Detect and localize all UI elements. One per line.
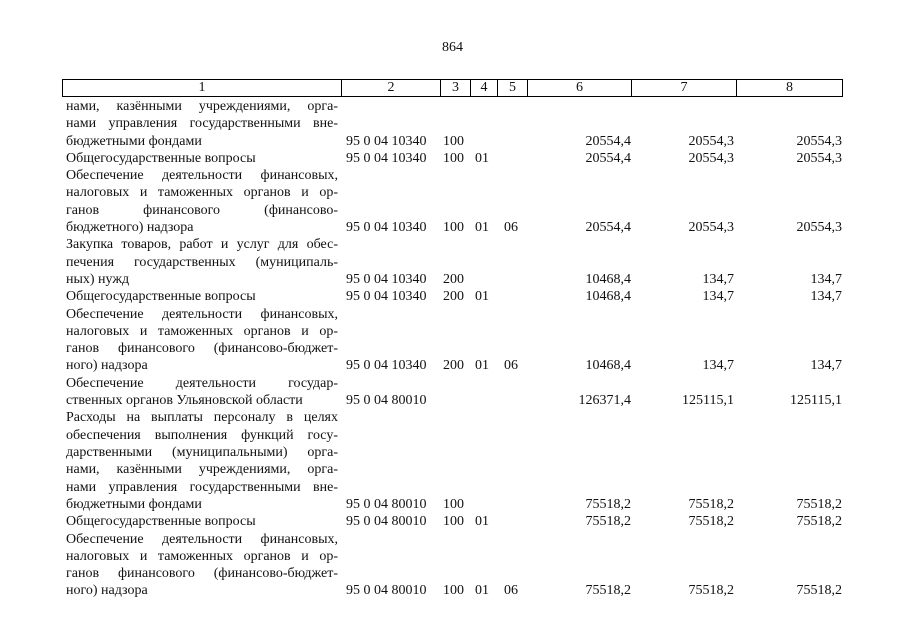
description-line: печения государственных (муниципаль- (66, 254, 338, 270)
row-description (66, 531, 338, 600)
table-row (0, 98, 905, 150)
expense-type: 100 (443, 220, 464, 236)
row-description (66, 375, 338, 410)
expense-type: 200 (443, 289, 464, 305)
subsection: 06 (504, 358, 518, 374)
amount-col-7: 20554,3 (688, 133, 734, 149)
description-line: налоговых и таможенных органов и ор- (66, 323, 338, 339)
description-line: ганов финансового (финансово-бюджет- (66, 341, 338, 357)
amount-col-7: 75518,2 (688, 583, 734, 599)
header-col-3: 3 (441, 80, 471, 96)
description-line: ганов финансового (финансово-бюджет- (66, 566, 338, 582)
description-line: ного) надзора (66, 358, 148, 374)
description-line: Обеспечение деятельности финансовых, (66, 306, 338, 322)
amount-col-6: 20554,4 (585, 220, 631, 236)
section: 01 (475, 150, 489, 166)
amount-col-6: 20554,4 (585, 150, 631, 166)
amount-col-8: 125115,1 (790, 393, 842, 409)
section: 01 (475, 220, 489, 236)
description-line: ных) нужд (66, 271, 130, 287)
amount-col-6: 75518,2 (585, 583, 631, 599)
amount-col-6: 75518,2 (585, 514, 631, 530)
amount-col-7: 134,7 (702, 289, 734, 305)
expense-type: 200 (443, 358, 464, 374)
description-line: налоговых и таможенных органов и ор- (66, 548, 338, 564)
description-line: Обеспечение деятельности государ- (66, 375, 338, 391)
table-row (0, 375, 905, 410)
description-line: ного) надзора (66, 583, 148, 599)
description-line: бюджетного) надзора (66, 220, 194, 236)
amount-col-7: 75518,2 (688, 514, 734, 530)
amount-col-8: 134,7 (810, 289, 842, 305)
amount-col-8: 75518,2 (796, 514, 842, 530)
amount-col-6: 10468,4 (585, 358, 631, 374)
description-line: Расходы на выплаты персоналу в целях (66, 410, 338, 426)
amount-col-8: 134,7 (810, 358, 842, 374)
description-line: ственных органов Ульяновской области (66, 393, 303, 409)
table-row (0, 306, 905, 375)
row-description (66, 409, 338, 513)
row-description (66, 236, 338, 288)
table-row (0, 409, 905, 513)
budget-code: 95 0 04 10340 (346, 133, 427, 149)
row-description (66, 98, 338, 150)
table-row (0, 236, 905, 288)
expense-type: 100 (443, 133, 464, 149)
header-col-1: 1 (63, 80, 342, 96)
header-col-2: 2 (342, 80, 441, 96)
expense-type: 100 (443, 583, 464, 599)
description-line: ганов финансового (финансово- (66, 202, 338, 218)
amount-col-6: 10468,4 (585, 271, 631, 287)
expense-type: 200 (443, 271, 464, 287)
subsection: 06 (504, 583, 518, 599)
row-description (66, 150, 338, 167)
amount-col-8: 20554,3 (796, 150, 842, 166)
subsection: 06 (504, 220, 518, 236)
description-line: Обеспечение деятельности финансовых, (66, 531, 338, 547)
page-number: 864 (442, 40, 463, 55)
description-line: нами, казёнными учреждениями, орга- (66, 462, 338, 478)
budget-code: 95 0 04 80010 (346, 496, 427, 512)
description-line: Закупка товаров, работ и услуг для обес- (66, 237, 338, 253)
amount-col-6: 75518,2 (585, 496, 631, 512)
table-row (0, 167, 905, 236)
section: 01 (475, 514, 489, 530)
budget-code: 95 0 04 10340 (346, 289, 427, 305)
row-description (66, 306, 338, 375)
expense-type: 100 (443, 150, 464, 166)
description-line: бюджетными фондами (66, 496, 202, 512)
amount-col-8: 75518,2 (796, 496, 842, 512)
budget-code: 95 0 04 80010 (346, 514, 427, 530)
amount-col-7: 134,7 (702, 358, 734, 374)
header-col-5: 5 (498, 80, 528, 96)
amount-col-7: 20554,3 (688, 220, 734, 236)
section: 01 (475, 583, 489, 599)
budget-code: 95 0 04 80010 (346, 583, 427, 599)
header-col-4: 4 (471, 80, 498, 96)
description-line: Общегосударственные вопросы (66, 514, 256, 530)
budget-code: 95 0 04 10340 (346, 271, 427, 287)
header-col-8: 8 (786, 80, 793, 95)
row-description (66, 288, 338, 305)
description-line: налоговых и таможенных органов и ор- (66, 185, 338, 201)
section: 01 (475, 289, 489, 305)
budget-code: 95 0 04 10340 (346, 220, 427, 236)
description-line: обеспечения выполнения функций госу- (66, 427, 338, 443)
header-col-7: 7 (632, 80, 737, 96)
description-line: нами управления государственными вне- (66, 116, 338, 132)
description-line: нами, казёнными учреждениями, орга- (66, 99, 338, 114)
budget-code: 95 0 04 10340 (346, 358, 427, 374)
amount-col-7: 75518,2 (688, 496, 734, 512)
expense-type: 100 (443, 496, 464, 512)
table-header (62, 79, 843, 97)
expense-type: 100 (443, 514, 464, 530)
description-line: нами управления государственными вне- (66, 479, 338, 495)
row-description (66, 167, 338, 236)
description-line: Обеспечение деятельности финансовых, (66, 168, 338, 184)
amount-col-8: 20554,3 (796, 220, 842, 236)
amount-col-8: 20554,3 (796, 133, 842, 149)
description-line: Общегосударственные вопросы (66, 289, 256, 305)
table-row (0, 513, 905, 530)
amount-col-7: 20554,3 (688, 150, 734, 166)
amount-col-6: 126371,4 (578, 393, 631, 409)
section: 01 (475, 358, 489, 374)
budget-code: 95 0 04 10340 (346, 150, 427, 166)
header-col-6: 6 (528, 80, 632, 96)
description-line: Общегосударственные вопросы (66, 150, 256, 166)
amount-col-8: 134,7 (810, 271, 842, 287)
budget-code: 95 0 04 80010 (346, 393, 427, 409)
row-description (66, 513, 338, 530)
table-row (0, 288, 905, 305)
amount-col-8: 75518,2 (796, 583, 842, 599)
amount-col-6: 20554,4 (585, 133, 631, 149)
table-row (0, 531, 905, 600)
amount-col-6: 10468,4 (585, 289, 631, 305)
description-line: дарственными (муниципальными) орга- (66, 444, 338, 460)
amount-col-7: 134,7 (702, 271, 734, 287)
description-line: бюджетными фондами (66, 133, 202, 149)
amount-col-7: 125115,1 (682, 393, 734, 409)
table-row (0, 150, 905, 167)
